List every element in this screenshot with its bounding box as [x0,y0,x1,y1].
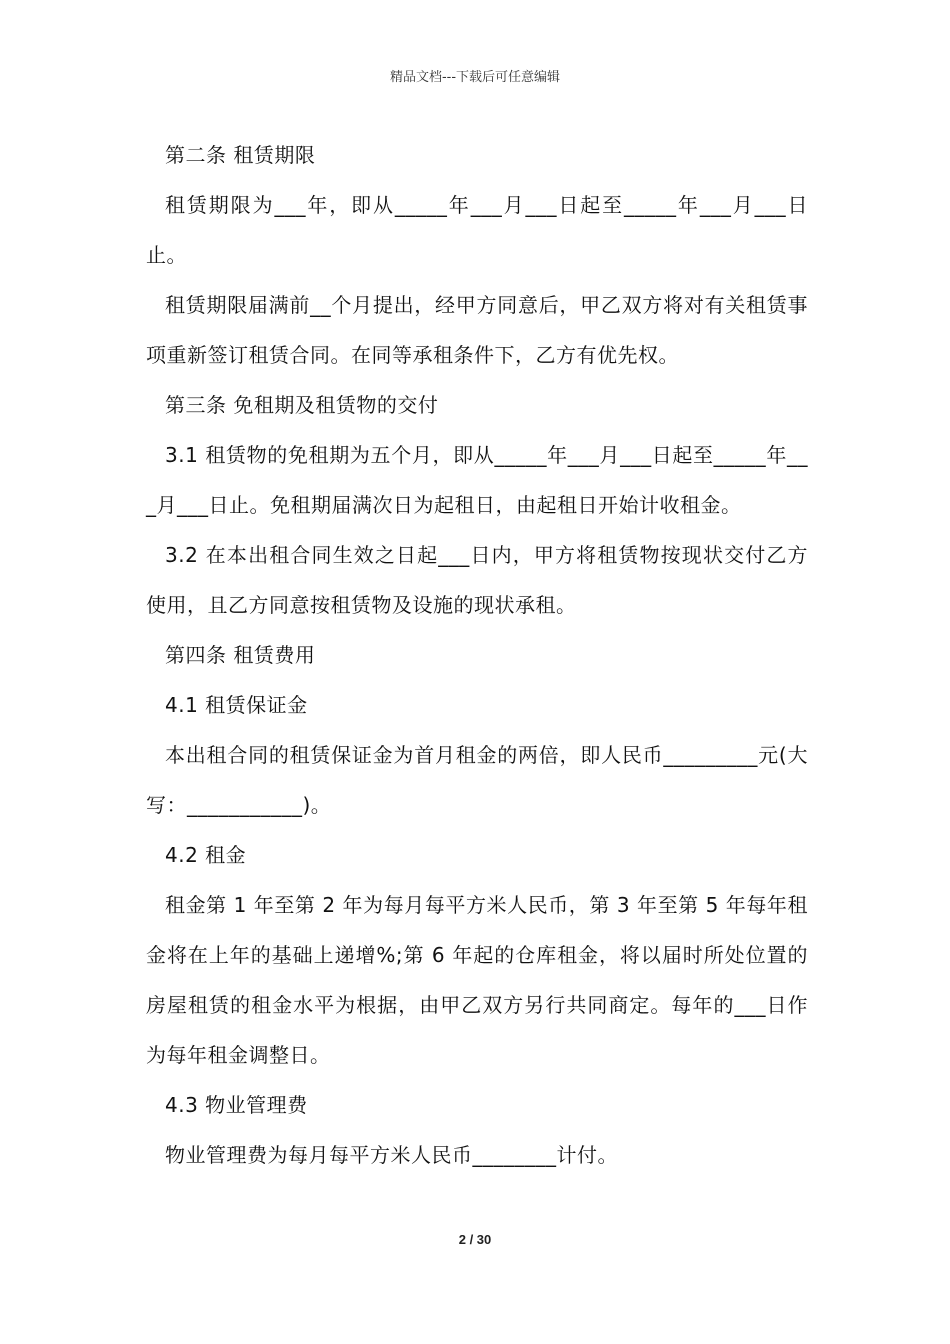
subheading-4-2: 4.2 租金 [165,843,247,867]
paragraph-lease-term: 租赁期限为___年，即从_____年___月___日起至_____年___月___日止。 [146,193,808,267]
paragraph-renewal: 租赁期限届满前__个月提出，经甲方同意后，甲乙双方将对有关租赁事项重新签订租赁合同。在同等承租条件下，乙方有优先权。 [146,293,808,367]
paragraph-deposit: 本出租合同的租赁保证金为首月租金的两倍，即人民币_________元(大写：___________)。 [146,743,808,817]
paragraph-3-2: 3.2 在本出租合同生效之日起___日内，甲方将租赁物按现状交付乙方使用，且乙方同意按租赁物及设施的现状承租。 [146,543,808,617]
page-number: 2 / 30 [458,1232,492,1247]
document-body [146,130,808,1180]
paragraph-rent: 租金第 1 年至第 2 年为每月每平方米人民币，第 3 年至第 5 年每年租金将在上年的基础上递增%;第 6 年起的仓库租金，将以届时所处位置的房屋租赁的租金水平为根据，由甲乙双方另行共同商定。每年的___日作为每年租金调整日。 [146,893,808,1067]
page-header: 精品文档---下载后可任意编辑 [389,70,561,85]
section-heading-article-4: 第四条 租赁费用 [165,643,316,667]
section-heading-article-2: 第二条 租赁期限 [165,143,316,167]
paragraph-management-fee: 物业管理费为每月每平方米人民币________计付。 [165,1143,618,1167]
section-heading-article-3: 第三条 免租期及租赁物的交付 [165,393,439,417]
subheading-4-1: 4.1 租赁保证金 [165,693,308,717]
paragraph-3-1: 3.1 租赁物的免租期为五个月，即从_____年___月___日起至_____年___月___日止。免租期届满次日为起租日，由起租日开始计收租金。 [146,443,808,517]
subheading-4-3: 4.3 物业管理费 [165,1093,308,1117]
